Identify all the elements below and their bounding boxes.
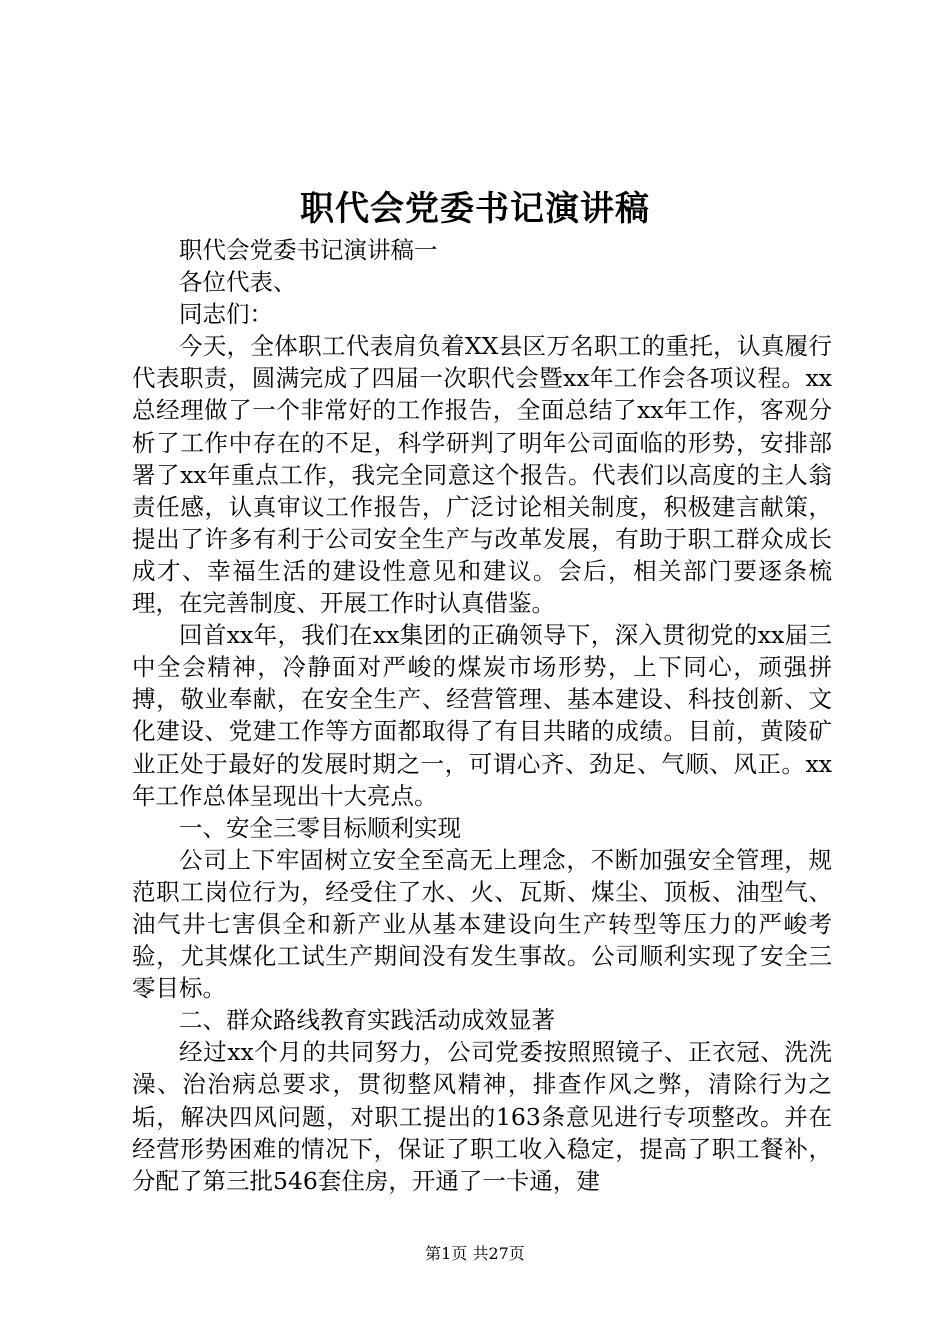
body-paragraph: 经过xx个月的共同努力，公司党委按照照镜子、正衣冠、洗洗澡、治治病总要求，贯彻整风精神，排查作风之弊，清除行为之垢，解决四风问题，对职工提出的163条意见进行专项整改。并在经营形势困难的情况下，保证了职工收入稳定，提高了职工餐补，分配了第三批546套住房，开通了一卡通，建 xyxy=(132,1038,832,1195)
page-footer: 第1页 共27页 xyxy=(425,1244,525,1263)
salutation-line: 各位代表、 xyxy=(179,268,297,297)
page-title: 职代会党委书记演讲稿 xyxy=(300,189,650,229)
subtitle-line: 职代会党委书记演讲稿一 xyxy=(179,236,438,264)
body-paragraph: 今天，全体职工代表肩负着XX县区万名职工的重托，认真履行代表职责，圆满完成了四届一次职代会暨xx年工作会各项议程。xx总经理做了一个非常好的工作报告，全面总结了xx年工作，客观分析了工作中存在的不足，科学研判了明年公司面临的形势，安排部署了xx年重点工作，我完全同意这个报告。代表们以高度的主人翁责任感，认真审议工作报告，广泛讨论相关制度，积极建言献策，提出了许多有利于公司安全生产与改革发展，有助于职工群众成长成才、幸福生活的建设性意见和建议。会后，相关部门要逐条梳理，在完善制度、开展工作时认真借鉴。 xyxy=(132,332,832,618)
section-heading: 二、群众路线教育实践活动成效显著 xyxy=(179,1006,555,1035)
document-body xyxy=(132,234,832,1197)
body-paragraph: 回首xx年，我们在xx集团的正确领导下，深入贯彻党的xx届三中全会精神，冷静面对严峻的煤炭市场形势，上下同心，顽强拼搏，敬业奉献，在安全生产、经营管理、基本建设、科技创新、文化建设、党建工作等方面都取得了有目共睹的成绩。目前，黄陵矿业正处于最好的发展时期之一，可谓心齐、劲足、气顺、风正。xx年工作总体呈现出十大亮点。 xyxy=(132,621,832,810)
salutation-line: 同志们： xyxy=(179,300,273,329)
body-paragraph: 公司上下牢固树立安全至高无上理念，不断加强安全管理，规范职工岗位行为，经受住了水、火、瓦斯、煤尘、顶板、油型气、油气井七害俱全和新产业从基本建设向生产转型等压力的严峻考验，尤其煤化工试生产期间没有发生事故。公司顺利实现了安全三零目标。 xyxy=(132,845,832,1003)
section-heading: 一、安全三零目标顺利实现 xyxy=(179,813,461,842)
